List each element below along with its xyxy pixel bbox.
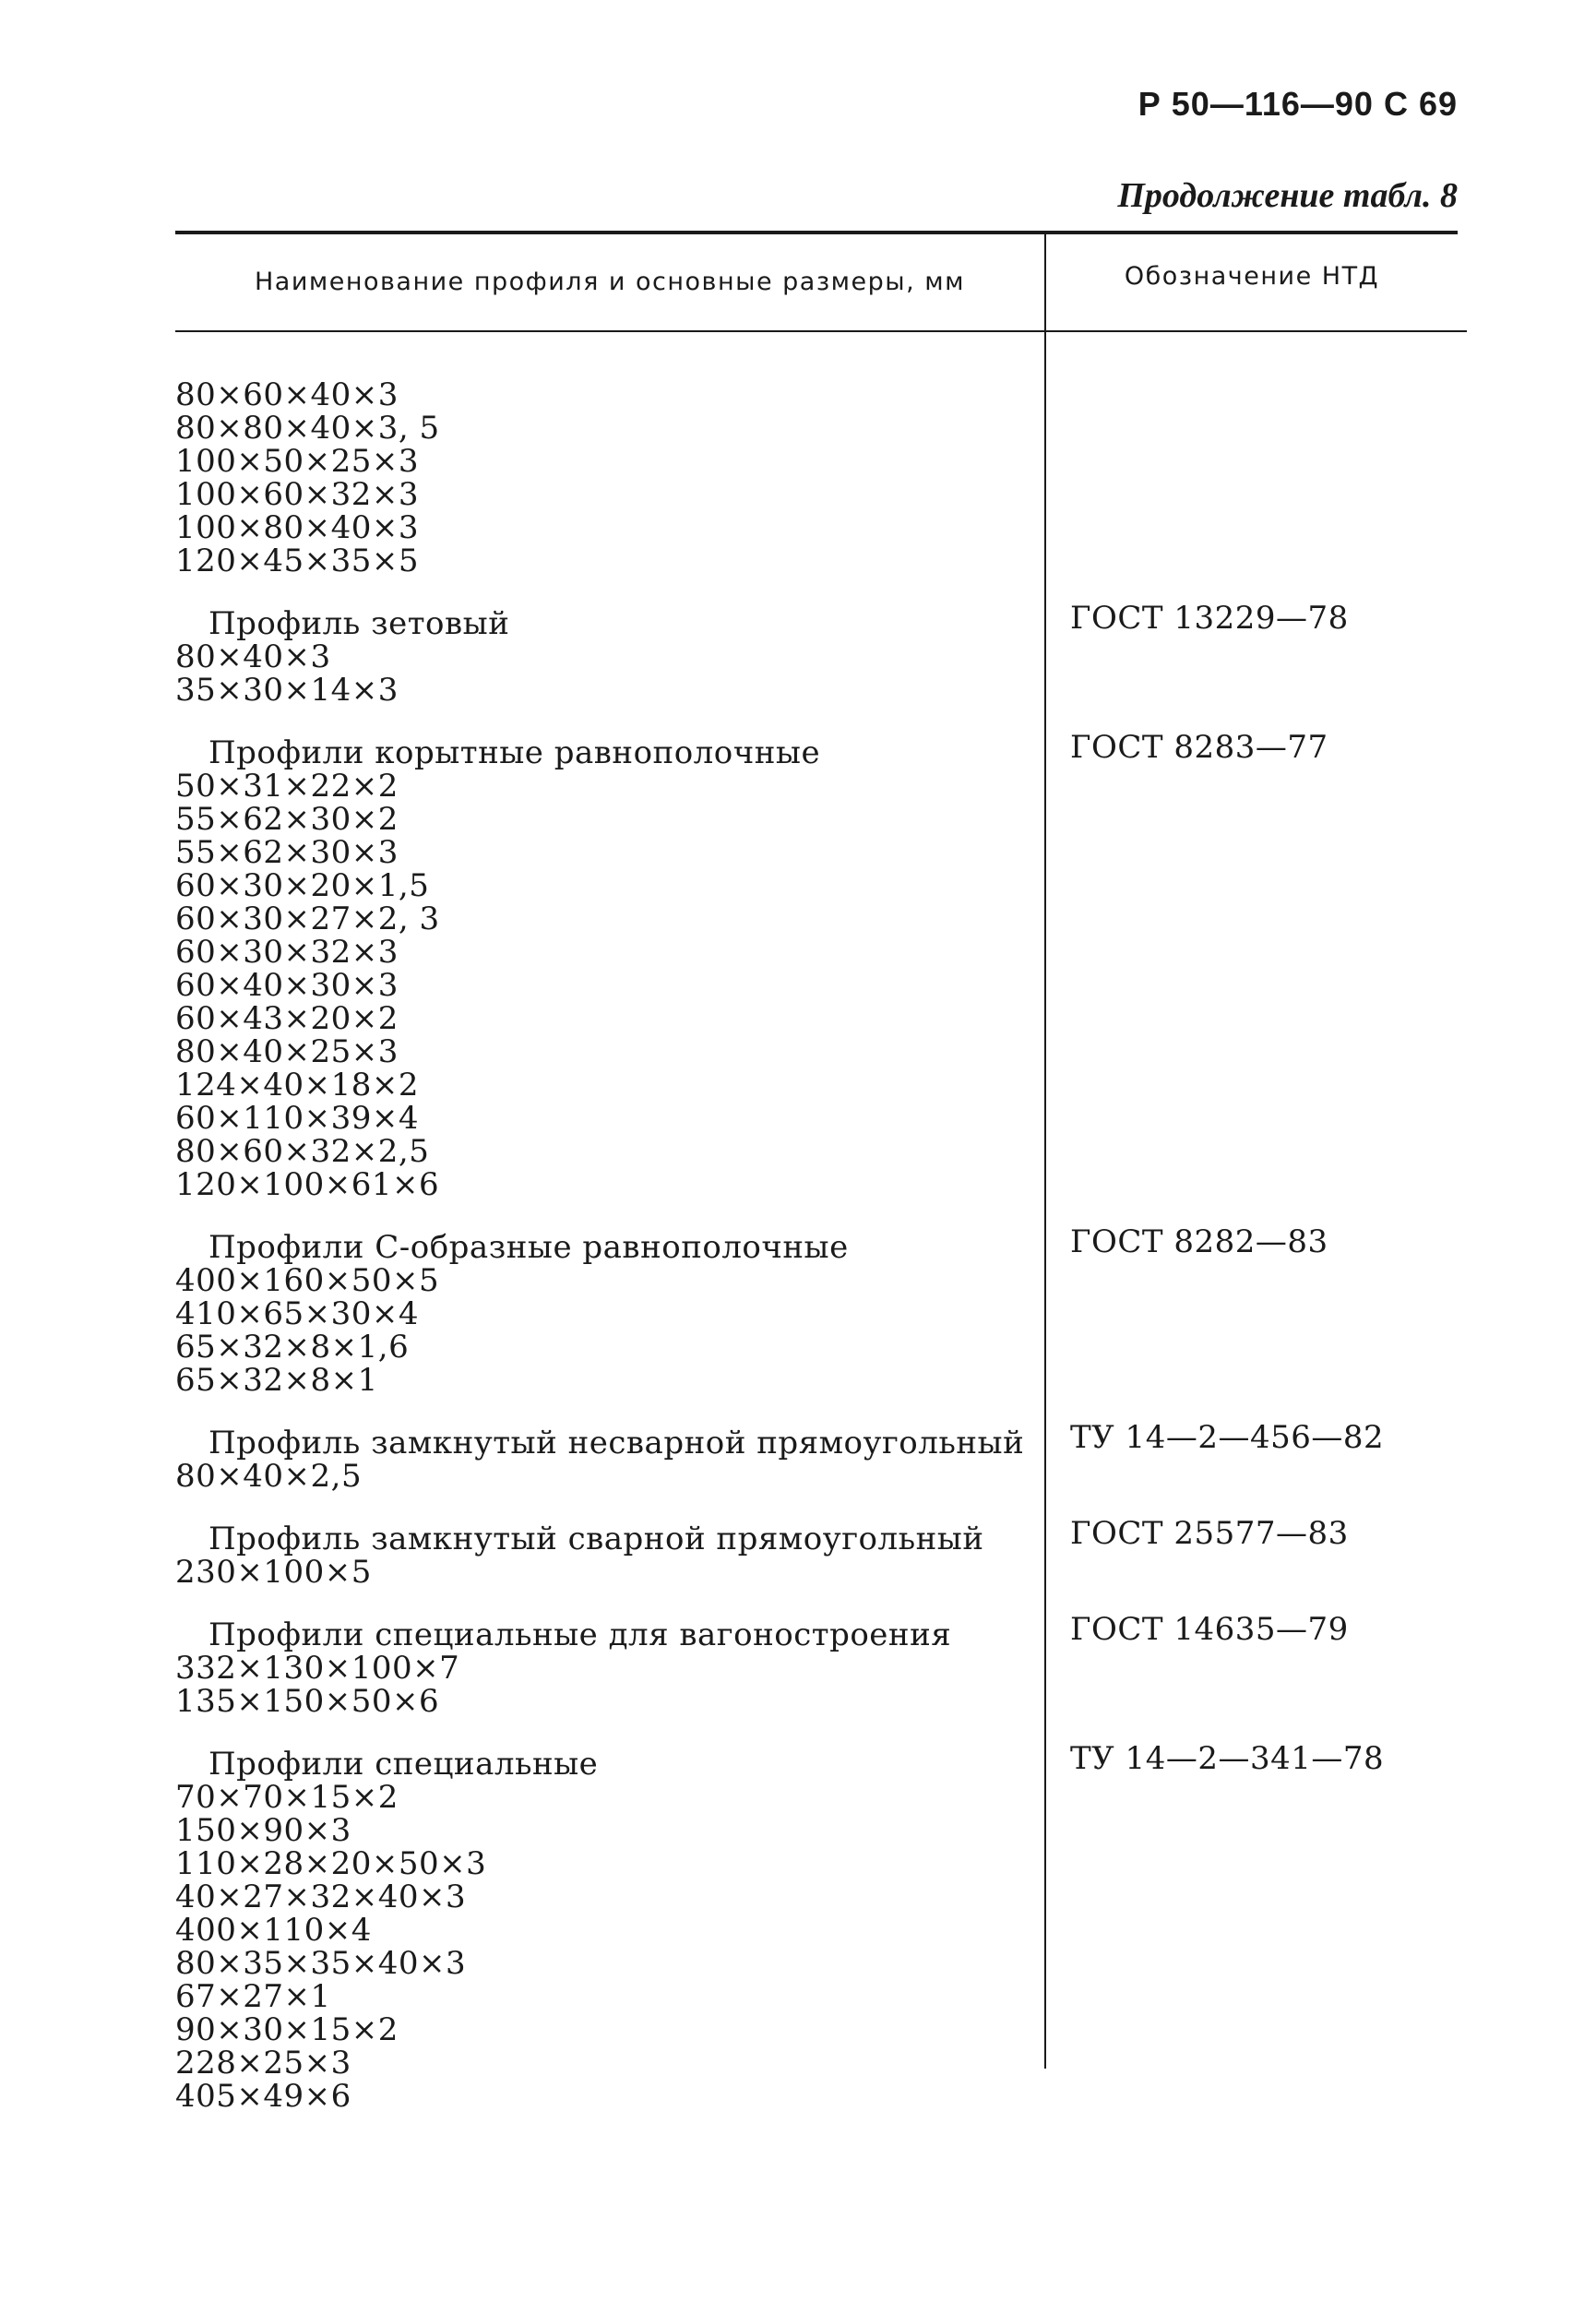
profile-size: 60×43×20×2 [175, 1000, 399, 1037]
profile-size: 55×62×30×2 [175, 801, 399, 838]
profile-size: 400×160×50×5 [175, 1262, 440, 1299]
profile-size: 228×25×3 [175, 2045, 351, 2081]
table-continuation-label: Продолжение табл. 8 [1117, 176, 1458, 215]
profile-size: 80×60×40×3 [175, 376, 399, 413]
profile-group-title: Профили специальные для вагоностроения [208, 1616, 952, 1653]
column-divider [1044, 233, 1046, 2069]
profile-size: 110×28×20×50×3 [175, 1845, 487, 1882]
profile-size: 135×150×50×6 [175, 1683, 440, 1720]
profile-group-title: Профили корытные равнополочные [208, 734, 821, 771]
profile-size: 80×40×2,5 [175, 1458, 363, 1495]
ntd-designation: ТУ 14—2—456—82 [1070, 1419, 1385, 1456]
ntd-designation: ГОСТ 13229—78 [1070, 600, 1349, 637]
ntd-designation: ГОСТ 8282—83 [1070, 1223, 1328, 1260]
profile-size: 67×27×1 [175, 1978, 331, 2015]
profile-size: 80×80×40×3, 5 [175, 410, 440, 447]
profile-size: 60×40×30×3 [175, 967, 399, 1004]
column-header-profile: Наименование профиля и основные размеры, мм [254, 268, 966, 296]
ntd-designation: ГОСТ 25577—83 [1070, 1515, 1349, 1552]
profile-size: 60×30×20×1,5 [175, 867, 430, 904]
profile-size: 35×30×14×3 [175, 672, 399, 709]
profile-group-title: Профили С-образные равнополочные [208, 1229, 849, 1266]
profile-group-title: Профиль замкнутый сварной прямоугольный [208, 1521, 984, 1557]
table-top-rule [175, 231, 1458, 234]
profile-size: 90×30×15×2 [175, 2011, 399, 2048]
profile-size: 60×30×32×3 [175, 934, 399, 971]
profile-size: 40×27×32×40×3 [175, 1879, 467, 1915]
profile-group-title: Профили специальные [208, 1746, 599, 1783]
profile-size: 80×40×25×3 [175, 1033, 399, 1070]
table-header-rule [175, 330, 1467, 332]
profile-size: 80×40×3 [175, 638, 331, 675]
profile-size: 410×65×30×4 [175, 1295, 420, 1332]
ntd-designation: ГОСТ 8283—77 [1070, 729, 1328, 766]
profile-size: 50×31×22×2 [175, 768, 399, 805]
profile-size: 100×60×32×3 [175, 476, 420, 513]
ntd-designation: ТУ 14—2—341—78 [1070, 1740, 1385, 1777]
profile-size: 55×62×30×3 [175, 834, 399, 871]
profile-size: 150×90×3 [175, 1812, 351, 1849]
profile-group-title: Профиль зетовый [208, 605, 510, 642]
profile-size: 70×70×15×2 [175, 1779, 399, 1816]
profile-size: 100×50×25×3 [175, 443, 420, 480]
ntd-designation: ГОСТ 14635—79 [1070, 1611, 1349, 1648]
profile-size: 80×35×35×40×3 [175, 1945, 467, 1982]
profile-size: 60×30×27×2, 3 [175, 901, 440, 937]
profile-size: 60×110×39×4 [175, 1100, 420, 1137]
page-code: Р 50—116—90 С 69 [1137, 85, 1458, 123]
profile-size: 65×32×8×1,6 [175, 1329, 410, 1366]
profile-group-title: Профиль замкнутый несварной прямоугольный [208, 1425, 1025, 1461]
profile-size: 100×80×40×3 [175, 509, 420, 546]
profile-size: 80×60×32×2,5 [175, 1133, 430, 1170]
profile-size: 400×110×4 [175, 1912, 372, 1949]
column-header-ntd: Обозначение НТД [1124, 262, 1380, 291]
profile-size: 120×45×35×5 [175, 543, 420, 579]
profile-size: 230×100×5 [175, 1554, 372, 1591]
profile-size: 405×49×6 [175, 2078, 351, 2115]
profile-size: 65×32×8×1 [175, 1362, 378, 1399]
profile-size: 120×100×61×6 [175, 1166, 440, 1203]
profile-size: 124×40×18×2 [175, 1067, 420, 1103]
profile-size: 332×130×100×7 [175, 1650, 460, 1687]
